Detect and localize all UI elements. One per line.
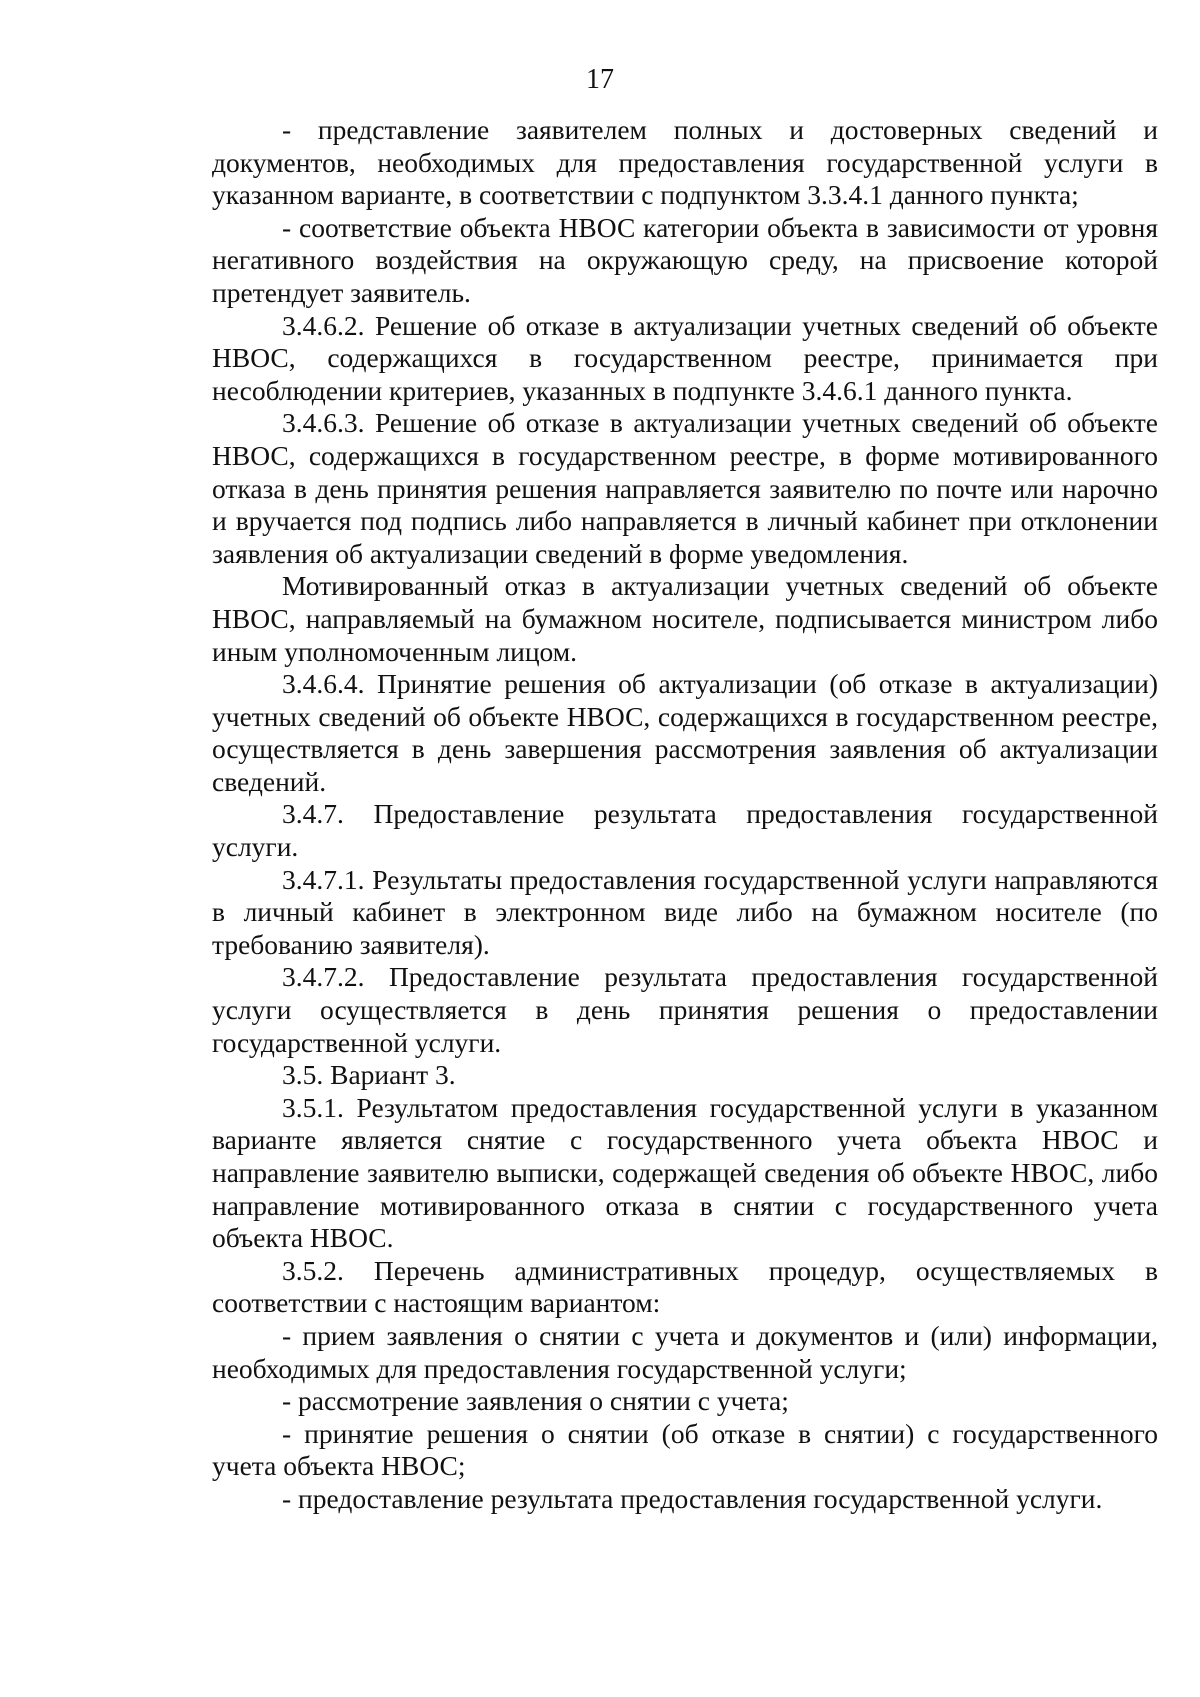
paragraph-bullet-category-match: - соответствие объекта НВОС категории объекта в зависимости от уровня негативного воздействия на окружающую среду, на присвоение которой претендует заявитель.	[212, 211, 1158, 308]
paragraph-3-4-6-4: 3.4.6.4. Принятие решения об актуализации (об отказе в актуализации) учетных сведений об объекте НВОС, содержащихся в государственном реестре, осуществляется в день завершения рассмотрения заявления об актуализации сведений.	[212, 668, 1158, 797]
paragraph-3-5: 3.5. Вариант 3.	[282, 1059, 456, 1091]
paragraph-3-4-6-3: 3.4.6.3. Решение об отказе в актуализации учетных сведений об объекте НВОС, содержащихся в государственном реестре, в форме мотивированного отказа в день принятия решения направляется заявителю по почте или нарочно и вручается под подпись либо направляется в личный кабинет при отклонении заявления об актуализации сведений в форме уведомления.	[212, 407, 1158, 569]
paragraph-3-4-6-2: 3.4.6.2. Решение об отказе в актуализации учетных сведений об объекте НВОС, содержащихся в государственном реестре, принимается при несоблюдении критериев, указанных в подпункте 3.4.6.1 данного пункта.	[212, 309, 1158, 406]
paragraph-3-4-7: 3.4.7. Предоставление результата предоставления государственной услуги.	[212, 798, 1158, 863]
paragraph-3-5-2: 3.5.2. Перечень административных процедур, осуществляемых в соответствии с настоящим вариантом:	[212, 1254, 1158, 1319]
paragraph-3-4-7-2: 3.4.7.2. Предоставление результата предоставления государственной услуги осуществляется в день принятия решения о предоставлении государственной услуги.	[212, 961, 1158, 1058]
paragraph-3-5-1: 3.5.1. Результатом предоставления государственной услуги в указанном варианте является снятие с государственного учета объекта НВОС и направление заявителю выписки, содержащей сведения об объекте НВОС, либо направление мотивированного отказа в снятии с государственного учета объекта НВОС.	[212, 1091, 1158, 1254]
paragraph-bullet-receive-application: - прием заявления о снятии с учета и документов и (или) информации, необходимых для предоставления государственной услуги;	[212, 1319, 1158, 1384]
paragraph-motivated-refusal: Мотивированный отказ в актуализации учетных сведений об объекте НВОС, направляемый на бумажном носителе, подписывается министром либо иным уполномоченным лицом.	[212, 570, 1158, 667]
page-number: 17	[586, 64, 614, 95]
paragraph-bullet-review-application: - рассмотрение заявления о снятии с учета;	[282, 1385, 789, 1417]
paragraph-bullet-complete-info: - представление заявителем полных и достоверных сведений и документов, необходимых для предоставления государственной услуги в указанном варианте, в соответствии с подпунктом 3.3.4.1 данного пункта;	[212, 114, 1158, 211]
paragraph-bullet-decision: - принятие решения о снятии (об отказе в снятии) с государственного учета объекта НВОС;	[212, 1417, 1158, 1482]
paragraph-3-4-7-1: 3.4.7.1. Результаты предоставления государственной услуги направляются в личный кабинет в электронном виде либо на бумажном носителе (по требованию заявителя).	[212, 863, 1158, 960]
document-body	[212, 114, 1158, 1516]
paragraph-bullet-provide-result: - предоставление результата предоставления государственной услуги.	[282, 1482, 1103, 1514]
